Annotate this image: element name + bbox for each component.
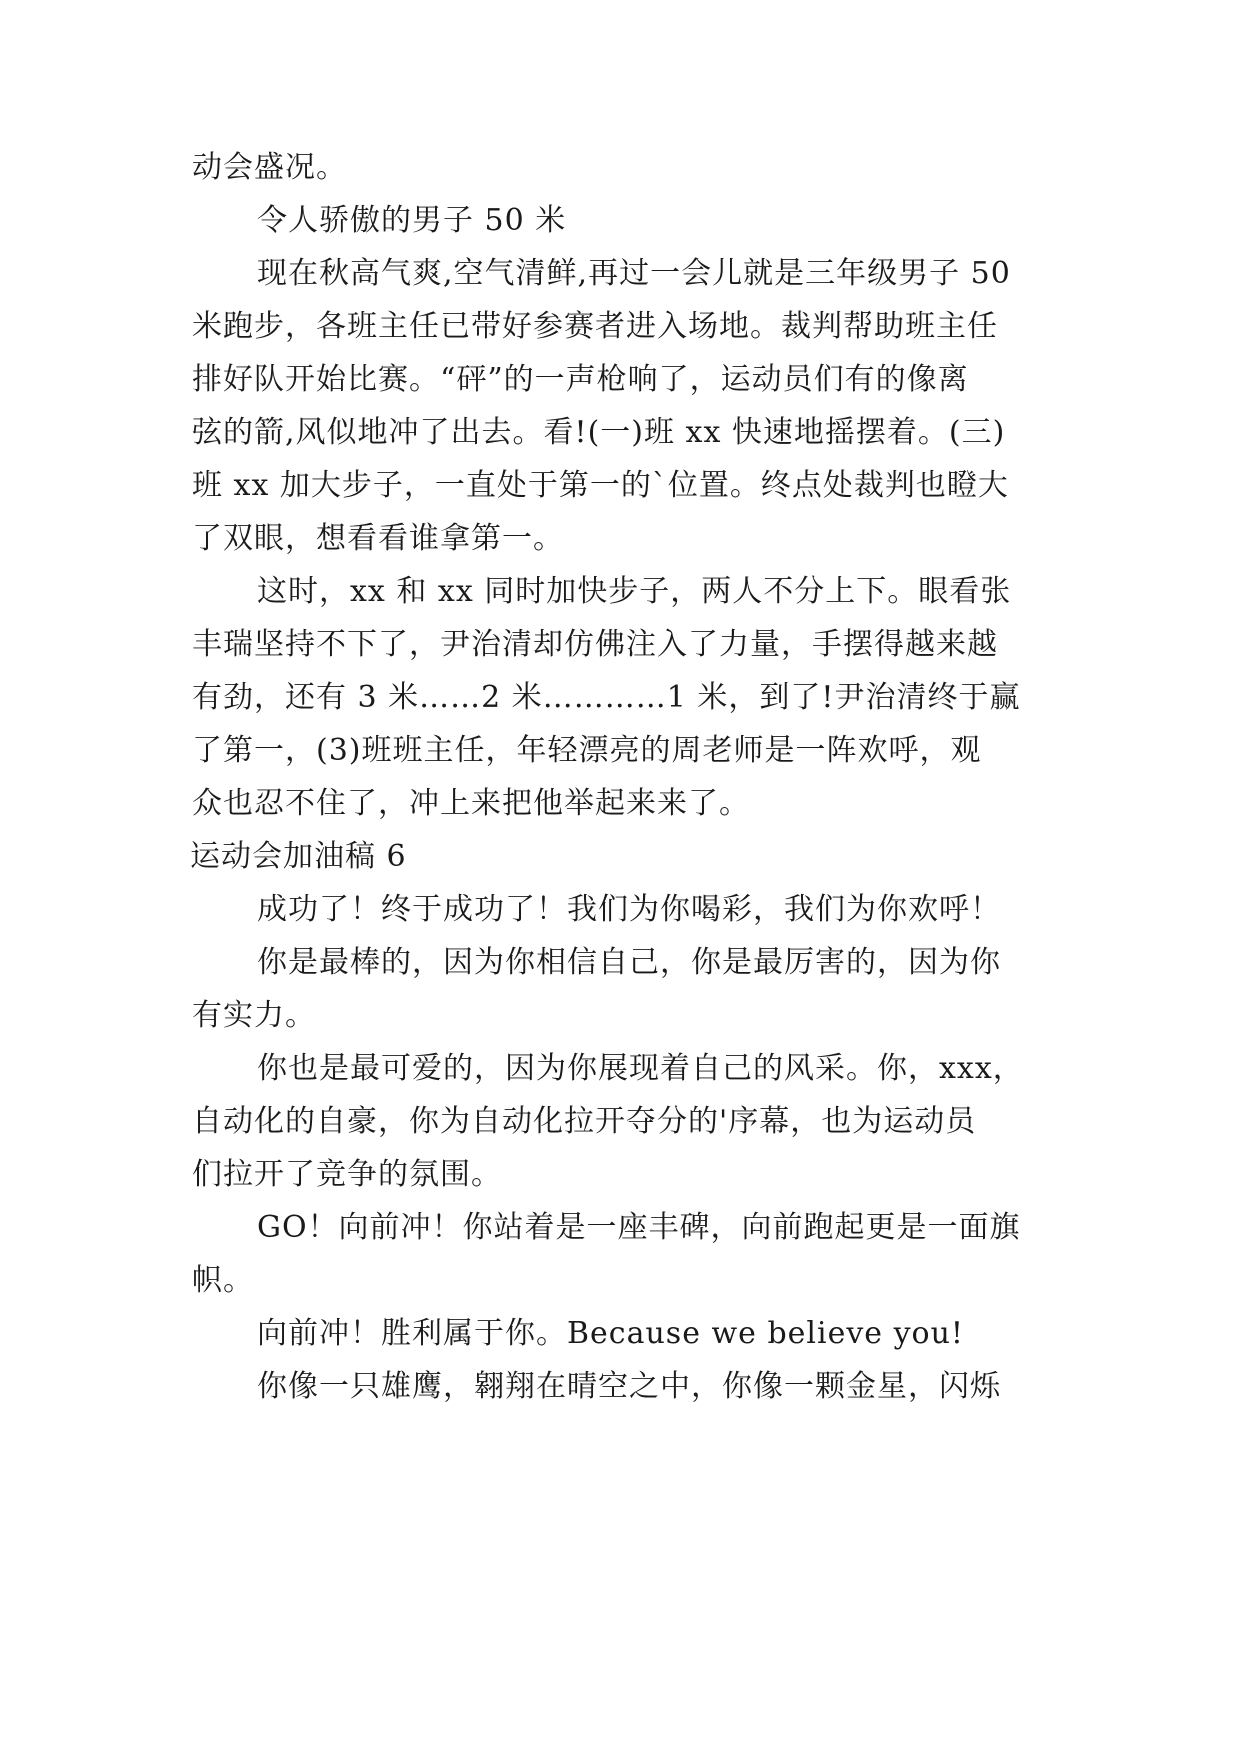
text-line: 自动化的自豪，你为自动化拉开夺分的'序幕，也为运动员 <box>192 1104 977 1139</box>
text-line: 有实力。 <box>192 998 316 1033</box>
text-line: 成功了！终于成功了！我们为你喝彩，我们为你欢呼！ <box>257 892 1001 927</box>
text-line: 帜。 <box>192 1263 254 1298</box>
text-line: 你也是最可爱的，因为你展现着自己的风采。你，xxx， <box>257 1051 1024 1086</box>
text-line: GO！向前冲！你站着是一座丰碑，向前跑起更是一面旗 <box>257 1210 1021 1245</box>
text-line: 了双眼，想看看谁拿第一。 <box>192 521 564 556</box>
text-line: 们拉开了竞争的氛围。 <box>192 1157 502 1192</box>
text-line: 了第一，(3)班班主任，年轻漂亮的周老师是一阵欢呼，观 <box>192 733 982 768</box>
text-line: 动会盛况。 <box>192 150 347 185</box>
text-line: 班 xx 加大步子，一直处于第一的`位置。终点处裁判也瞪大 <box>192 468 1009 503</box>
text-line: 丰瑞坚持不下了，尹治清却仿佛注入了力量，手摆得越来越 <box>192 627 998 662</box>
text-line: 有劲，还有 3 米……2 米…………1 米，到了!尹治清终于赢 <box>192 680 1021 715</box>
text-line: 排好队开始比赛。“砰”的一声枪响了，运动员们有的像离 <box>192 362 969 397</box>
section-heading: 运动会加油稿 6 <box>190 839 407 874</box>
text-line: 这时，xx 和 xx 同时加快步子，两人不分上下。眼看张 <box>257 574 1012 609</box>
text-line: 众也忍不住了，冲上来把他举起来来了。 <box>192 786 750 821</box>
text-line: 现在秋高气爽,空气清鲜,再过一会儿就是三年级男子 50 <box>257 256 1011 291</box>
text-line: 向前冲！胜利属于你。Because we believe you! <box>257 1316 964 1351</box>
text-line: 你是最棒的，因为你相信自己，你是最厉害的，因为你 <box>257 945 1001 980</box>
section-subheading: 令人骄傲的男子 50 米 <box>257 203 567 238</box>
text-line: 米跑步，各班主任已带好参赛者进入场地。裁判帮助班主任 <box>192 309 998 344</box>
text-line: 弦的箭,风似地冲了出去。看!(一)班 xx 快速地摇摆着。(三) <box>192 415 1006 450</box>
text-line: 你像一只雄鹰，翱翔在晴空之中，你像一颗金星，闪烁 <box>257 1369 1001 1404</box>
